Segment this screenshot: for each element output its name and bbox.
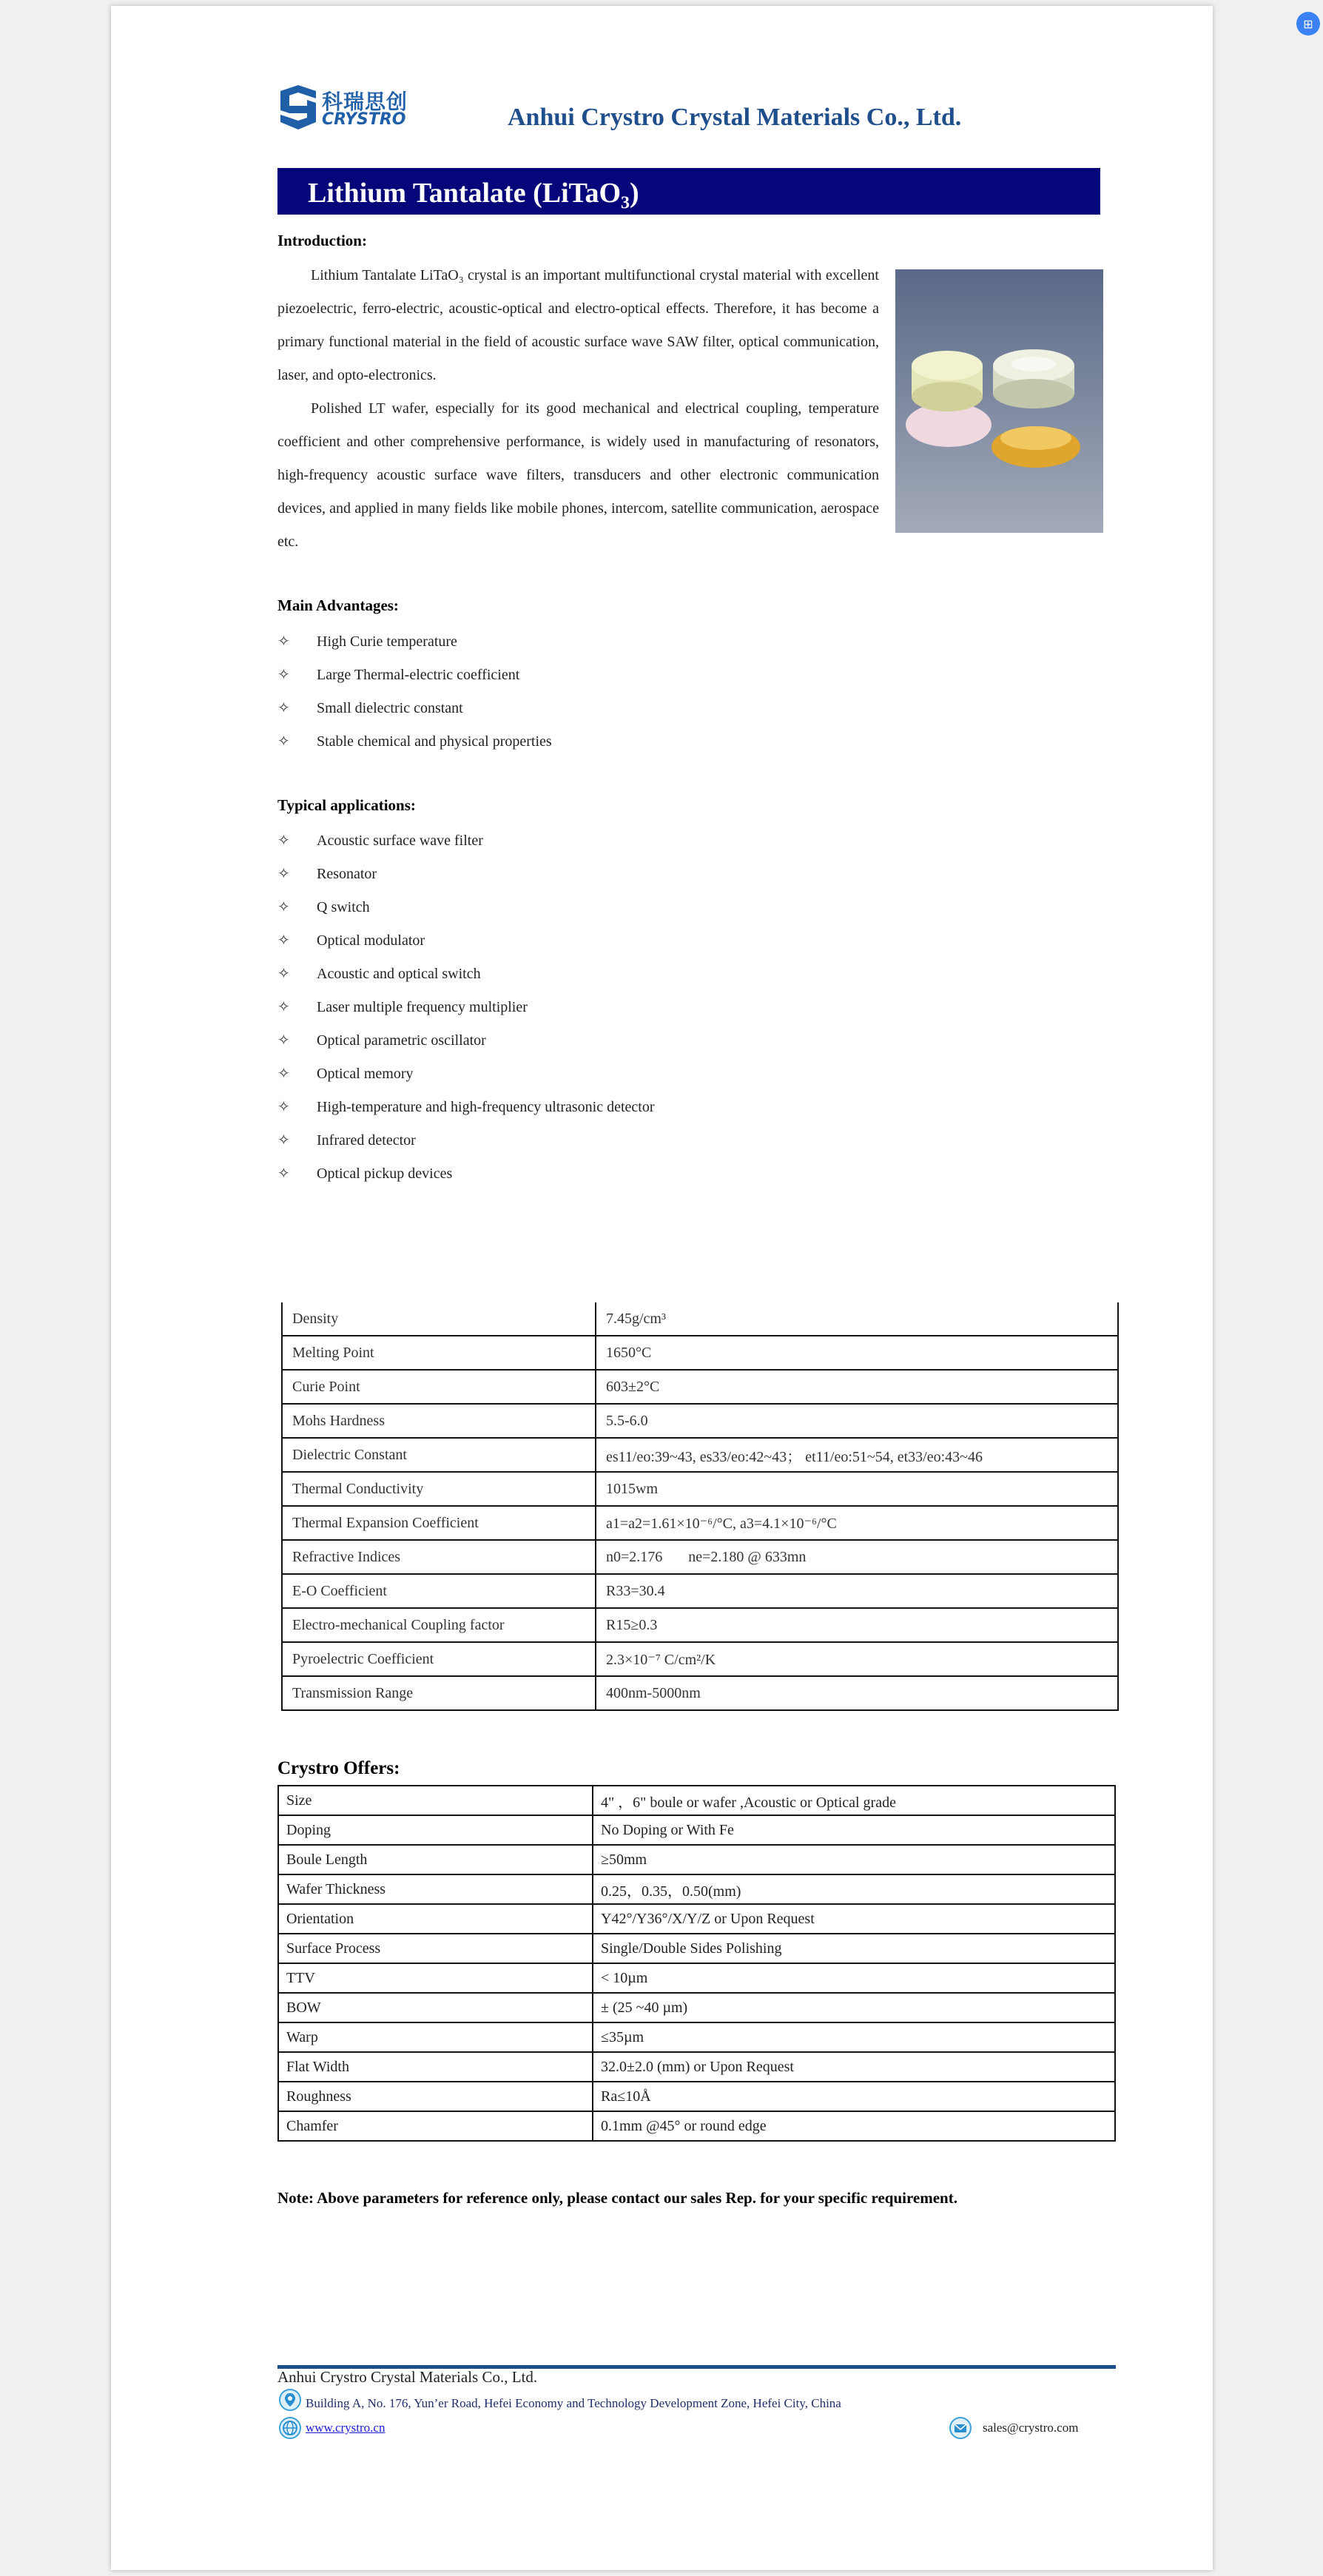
offer-value: 32.0±2.0 (mm) or Upon Request [593,2052,1115,2082]
offer-name: Roughness [278,2082,593,2111]
table-row [282,1302,1118,1336]
bullet-star-icon: ✧ [277,898,290,915]
table-row [282,1438,1118,1472]
table-row [278,1845,1115,1874]
property-value: 2.3×10⁻⁷ C/cm²/K [596,1642,1118,1676]
table-row [278,2022,1115,2052]
list-item: ✧ Laser multiple frequency multiplier [277,990,654,1023]
footer-address: Building A, No. 176, Yun’er Road, Hefei Economy and Technology Development Zone, Hefei City, China [306,2396,841,2410]
footer-company: Anhui Crystro Crystal Materials Co., Ltd. [277,2368,538,2386]
list-item: ✧ Resonator [277,857,654,890]
offer-name: Warp [278,2022,593,2052]
location-pin-icon [279,2389,301,2411]
offer-name: Doping [278,1815,593,1845]
table-row [282,1676,1118,1710]
bullet-star-icon: ✧ [277,1164,290,1182]
table-row [282,1404,1118,1438]
property-name: Refractive Indices [282,1540,596,1574]
applications-heading: Typical applications: [277,796,416,814]
property-name: Dielectric Constant [282,1438,596,1472]
list-item: ✧ Large Thermal-electric coefficient [277,658,552,691]
property-name: Electro-mechanical Coupling factor [282,1608,596,1642]
side-panel-toggle-icon[interactable]: ⊞ [1296,12,1320,36]
email-icon [949,2417,972,2439]
reference-note: Note: Above parameters for reference only, please contact our sales Rep. for your specific requirement. [277,2189,957,2207]
property-name: Thermal Conductivity [282,1472,596,1506]
property-value: 1650°C [596,1336,1118,1370]
logo-chinese-text: 科瑞思创 [322,90,408,114]
bullet-star-icon: ✧ [277,665,290,683]
table-row [278,1993,1115,2022]
property-value: 603±2°C [596,1370,1118,1404]
table-row [282,1574,1118,1608]
list-item: ✧ High-temperature and high-frequency ultrasonic detector [277,1090,654,1123]
offer-value: No Doping or With Fe [593,1815,1115,1845]
offer-name: TTV [278,1963,593,1993]
table-row [282,1506,1118,1540]
bullet-star-icon: ✧ [277,1131,290,1149]
offer-name: Size [278,1786,593,1815]
table-row [278,1786,1115,1815]
offer-value: Ra≤10Å [593,2082,1115,2111]
bullet-star-icon: ✧ [277,998,290,1015]
offer-name: Surface Process [278,1934,593,1963]
property-value: es11/eo:39~43, es33/eo:42~43； et11/eo:51~54, et33/eo:43~46 [596,1438,1118,1472]
offer-value: 0.1mm @45° or round edge [593,2111,1115,2141]
table-row [278,1934,1115,1963]
list-item: ✧ Q switch [277,890,654,924]
intro-paragraph: Lithium Tantalate LiTaO₃ crystal is an important multifunctional crystal material with excellent piezoelectric, ferro-electric, acoustic-optical and electro-optical effects. Therefore, it has become a primary functional material in the field of acoustic surface wave SAW filter, optical communication, laser, and opto-electronics. [277,267,879,383]
introduction-text [277,259,879,559]
table-row [278,1874,1115,1904]
list-item: ✧ High Curie temperature [277,625,552,658]
property-value: 7.45g/cm³ [596,1302,1118,1336]
footer-website-link[interactable]: www.crystro.cn [306,2421,386,2435]
offer-name: BOW [278,1993,593,2022]
company-title: Anhui Crystro Crystal Materials Co., Ltd. [508,104,962,131]
offer-value: ± (25 ~40 µm) [593,1993,1115,2022]
offer-value: Single/Double Sides Polishing [593,1934,1115,1963]
product-title-banner [277,168,1100,215]
table-row [282,1608,1118,1642]
bullet-star-icon: ✧ [277,964,290,982]
offer-name: Chamfer [278,2111,593,2141]
offer-name: Boule Length [278,1845,593,1874]
offer-value: ≤35µm [593,2022,1115,2052]
property-value: a1=a2=1.61×10⁻⁶/°C, a3=4.1×10⁻⁶/°C [596,1506,1118,1540]
introduction-heading: Introduction: [277,232,367,249]
table-row [282,1370,1118,1404]
offer-value: 4" ，6" boule or wafer ,Acoustic or Optical grade [593,1786,1115,1815]
table-row [278,2052,1115,2082]
list-item: ✧ Optical parametric oscillator [277,1023,654,1057]
property-name: Mohs Hardness [282,1404,596,1438]
bullet-star-icon: ✧ [277,931,290,949]
property-name: Thermal Expansion Coefficient [282,1506,596,1540]
offers-table [277,1785,1116,2142]
property-value: 1015wm [596,1472,1118,1506]
property-name: E-O Coefficient [282,1574,596,1608]
property-name: Transmission Range [282,1676,596,1710]
list-item: ✧ Infrared detector [277,1123,654,1157]
bullet-star-icon: ✧ [277,632,290,650]
offer-name: Flat Width [278,2052,593,2082]
bullet-star-icon: ✧ [277,1031,290,1049]
list-item: ✧ Optical pickup devices [277,1157,654,1190]
offer-name: Wafer Thickness [278,1874,593,1904]
offer-value: 0.25，0.35，0.50(mm) [593,1874,1115,1904]
advantages-heading: Main Advantages: [277,596,399,614]
table-row [282,1540,1118,1574]
intro-paragraph: Polished LT wafer, especially for its good mechanical and electrical coupling, temperature coefficient and other comprehensive performance, is widely used in manufacturing of resonators, high-frequency acoustic surface wave filters, transducers and other electronic communication devices, and applied in many fields like mobile phones, intercom, satellite communication, aerospace etc. [277,400,879,550]
bullet-star-icon: ✧ [277,699,290,716]
property-value: R33=30.4 [596,1574,1118,1608]
property-value: n0=2.176 ne=2.180 @ 633mn [596,1540,1118,1574]
property-value: R15≥0.3 [596,1608,1118,1642]
offer-value: Y42°/Y36°/X/Y/Z or Upon Request [593,1904,1115,1934]
table-row [282,1336,1118,1370]
list-item: ✧ Optical modulator [277,924,654,957]
footer-email[interactable]: sales@crystro.com [983,2421,1079,2435]
bullet-star-icon: ✧ [277,732,290,750]
offers-heading: Crystro Offers: [277,1758,400,1778]
list-item: ✧ Acoustic and optical switch [277,957,654,990]
table-row [282,1642,1118,1676]
table-row [282,1472,1118,1506]
property-name: Density [282,1302,596,1336]
crystal-product-photo [895,269,1103,533]
applications-list [277,824,654,1190]
properties-table [281,1302,1119,1711]
bullet-star-icon: ✧ [277,864,290,882]
bullet-star-icon: ✧ [277,1097,290,1115]
list-item: ✧ Stable chemical and physical properties [277,724,552,758]
offer-value: ≥50mm [593,1845,1115,1874]
offer-value: < 10µm [593,1963,1115,1993]
bullet-star-icon: ✧ [277,831,290,849]
list-item: ✧ Optical memory [277,1057,654,1090]
list-item: ✧ Acoustic surface wave filter [277,824,654,857]
property-name: Curie Point [282,1370,596,1404]
property-name: Pyroelectric Coefficient [282,1642,596,1676]
product-title: Lithium Tantalate (LiTaO$_3$) [308,178,639,213]
list-item: ✧ Small dielectric constant [277,691,552,724]
table-row [278,2082,1115,2111]
table-row [278,1904,1115,1934]
property-name: Melting Point [282,1336,596,1370]
table-row [278,1963,1115,1993]
offer-name: Orientation [278,1904,593,1934]
property-value: 400nm-5000nm [596,1676,1118,1710]
property-value: 5.5-6.0 [596,1404,1118,1438]
logo-english-text: CRYSTRO [322,110,406,129]
globe-icon [279,2417,301,2439]
advantages-list [277,625,552,758]
bullet-star-icon: ✧ [277,1064,290,1082]
table-row [278,2111,1115,2141]
table-row [278,1815,1115,1845]
